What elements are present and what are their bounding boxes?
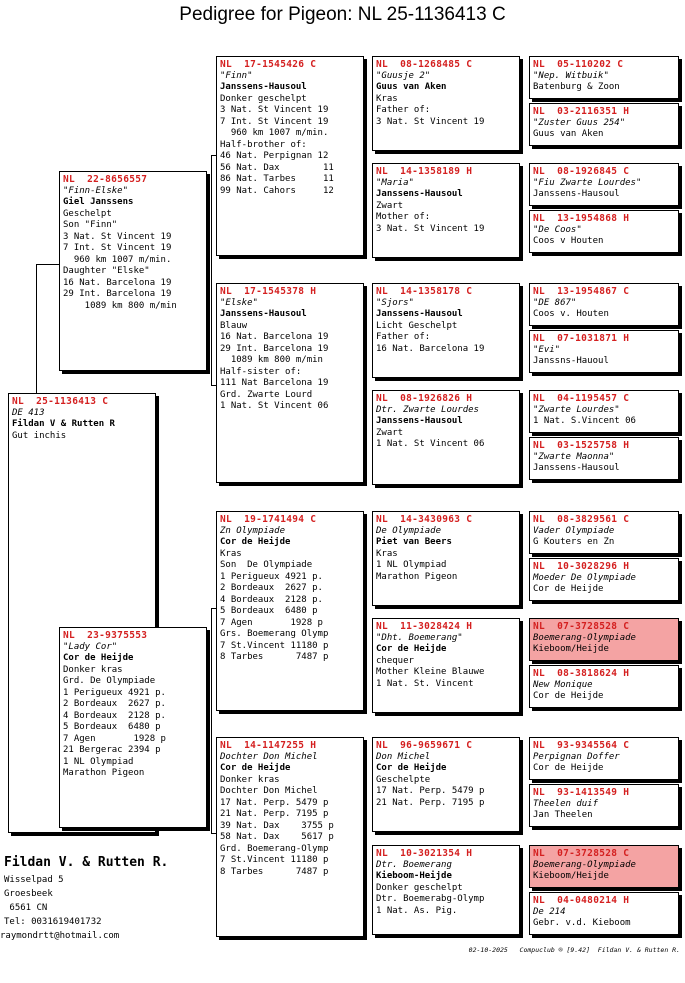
info-line: 2 Bordeaux 2627 p.: [63, 699, 166, 709]
ring-number: NL 10-3028296 H: [533, 561, 630, 572]
info-line: 7 Int. St Vincent 19: [220, 116, 329, 127]
ring-number: NL 93-1413549 H: [533, 787, 630, 798]
info-line: 960 km 1007 m/min.: [63, 254, 172, 265]
owner-name: Janssns-Hauoul: [533, 356, 609, 366]
owner-name: Janssens-Hausoul: [533, 463, 620, 473]
owner-name: 1 Nat. S.Vincent 06: [533, 416, 636, 426]
owner-name: Giel Janssens: [63, 197, 134, 207]
info-line: Half-brother of:: [220, 139, 307, 150]
pigeon-name: Perpignan Doffer: [533, 751, 620, 762]
owner-name: Cor de Heijde: [63, 653, 134, 663]
info-line: Half-sister of:: [220, 366, 302, 377]
info-line: Kras: [220, 548, 242, 559]
pigeon-card-gen4[interactable]: [372, 845, 520, 935]
info-line: 7 St.Vincent 11180 p: [220, 855, 329, 865]
info-line: Son De Olympiade: [220, 560, 313, 570]
pigeon-name: Theelen duif: [533, 798, 599, 809]
pigeon-card-gen4[interactable]: [372, 163, 520, 258]
owner-name: Cor de Heijde: [220, 537, 291, 547]
info-line: 58 Nat. Dax 5617 p: [220, 832, 334, 842]
info-line: Mother of:: [376, 212, 431, 222]
info-line: 16 Nat. Barcelona 19: [63, 277, 172, 288]
ring-number: NL 22-8656557: [63, 174, 148, 185]
ring-number: NL 04-1195457 C: [533, 393, 630, 404]
info-line: 21 Bergerac 2394 p: [63, 745, 161, 755]
info-line: 2 Bordeaux 2627 p.: [220, 583, 323, 593]
owner-name: Kieboom/Heijde: [533, 644, 609, 654]
info-line: Kras: [376, 548, 398, 559]
info-line: 7 St.Vincent 11180 p: [220, 640, 329, 651]
pigeon-name: "Finn-Elske": [63, 185, 129, 196]
owner-name: Janssens-Hausoul: [376, 189, 463, 199]
ring-number: NL 07-1031871 H: [533, 333, 630, 344]
ring-number: NL 11-3028424 H: [376, 621, 473, 632]
ring-number: NL 96-9659671 C: [376, 740, 473, 751]
info-line: 7 Int. St Vincent 19: [63, 243, 172, 253]
owner-name: Cor de Heijde: [376, 644, 447, 654]
pigeon-card-gen4[interactable]: [372, 618, 520, 713]
owner-name: Cor de Heijde: [220, 763, 291, 773]
owner-name: Janssens-Hausoul: [533, 189, 620, 199]
info-line: Grd. Zwarte Lourd: [220, 389, 313, 400]
owner-name: Janssens-Hausoul: [220, 309, 307, 319]
owner-name: Kieboom-Heijde: [376, 871, 452, 881]
pigeon-name: "Lady Cor": [63, 641, 118, 652]
info-line: Grd. Boemerang-Olymp: [220, 843, 329, 854]
info-line: 29 Int. Barcelona 19: [63, 289, 172, 299]
owner-name: Coos v. Houten: [533, 309, 609, 319]
pigeon-name: Dochter Don Michel: [220, 751, 318, 762]
ring-number: NL 14-1147255 H: [220, 740, 317, 751]
pigeon-card-gen5[interactable]: [529, 103, 679, 146]
owner-name: Cor de Heijde: [533, 584, 604, 594]
pigeon-card-gen5[interactable]: [529, 511, 679, 554]
info-line: 17 Nat. Perp. 5479 p: [220, 797, 329, 808]
pigeon-name: "Finn": [220, 70, 253, 81]
ring-number: NL 08-3818624 H: [533, 668, 630, 679]
info-line: Daughter "Elske": [63, 266, 150, 276]
info-line: Marathon Pigeon: [63, 768, 145, 778]
pigeon-name: "Evi": [533, 344, 561, 355]
info-line: 3 Nat. St Vincent 19: [376, 223, 485, 234]
ring-number: NL 25-1136413 C: [12, 396, 109, 407]
ring-number: NL 04-0480214 H: [533, 895, 630, 906]
info-line: Geschelpt: [63, 208, 112, 219]
ring-number: NL 19-1741494 C: [220, 514, 317, 525]
info-line: 3 Nat. St Vincent 19: [376, 116, 485, 127]
pigeon-name: "Zwarte Lourdes": [533, 404, 620, 415]
info-line: Kras: [376, 93, 398, 104]
pigeon-card-gen5[interactable]: [529, 163, 679, 206]
info-line: Grs. Boemerang Olymp: [220, 629, 329, 639]
owner-name: Janssens-Hausoul: [376, 309, 463, 319]
info-line: Donker geschelpt: [376, 882, 463, 893]
info-line: 21 Nat. Perp. 7195 p: [376, 797, 485, 808]
owner-name: Jan Theelen: [533, 810, 593, 820]
ring-number: NL 14-1358178 C: [376, 286, 473, 297]
info-line: 4 Bordeaux 2128 p.: [220, 594, 323, 605]
breeder-name: Fildan V. & Rutten R.: [4, 855, 169, 870]
info-line: 1 Perigueux 4921 p.: [63, 687, 166, 698]
owner-name: Cor de Heijde: [376, 763, 447, 773]
info-line: 1 Nat. St Vincent 06: [376, 439, 485, 449]
owner-name: Guus van Aken: [533, 129, 604, 139]
info-line: 960 km 1007 m/min.: [220, 128, 329, 138]
info-line: Donker kras: [63, 664, 123, 675]
info-line: Geschelpte: [376, 774, 431, 785]
pigeon-name: "Sjors": [376, 297, 414, 308]
pigeon-card-gen4[interactable]: [372, 737, 520, 832]
ring-number: NL 13-1954867 C: [533, 286, 630, 297]
ring-number: NL 13-1954868 H: [533, 213, 630, 224]
pigeon-name: Vader Olympiade: [533, 525, 615, 536]
info-line: 1 Nat. St. Vincent: [376, 678, 474, 689]
pigeon-name: "Nep. Witbuik": [533, 70, 609, 81]
pigeon-name: "Zwarte Maonna": [533, 451, 615, 462]
info-line: Gut inchis: [12, 430, 67, 441]
owner-name: Fildan V & Rutten R: [12, 419, 115, 429]
pigeon-name: Moeder De Olympiade: [533, 572, 636, 583]
pigeon-card-gen5[interactable]: [529, 737, 679, 780]
ring-number: NL 23-9375553: [63, 630, 148, 641]
info-line: 86 Nat. Tarbes 11: [220, 174, 334, 184]
pigeon-card-gen5[interactable]: [529, 784, 679, 827]
info-line: Father of:: [376, 332, 431, 342]
pigeon-card-gen4[interactable]: [372, 511, 520, 606]
pigeon-card-gen5[interactable]: [529, 56, 679, 99]
connector: [211, 608, 212, 833]
ring-number: NL 08-3829561 C: [533, 514, 630, 525]
info-line: 5 Bordeaux 6480 p: [220, 606, 318, 616]
pigeon-name: New Monique: [533, 679, 593, 690]
owner-name: Guus van Aken: [376, 82, 447, 92]
pigeon-card-gen5[interactable]: [529, 330, 679, 373]
footer-credits: 02-10-2025 Compuclub ® [9.42] Fildan V. & Rutten R.: [468, 946, 680, 954]
ring-number: NL 10-3021354 H: [376, 848, 473, 859]
info-line: Dtr. Boemerabg-Olymp: [376, 894, 485, 904]
ring-number: NL 14-3430963 C: [376, 514, 473, 525]
info-line: chequer: [376, 655, 414, 666]
info-line: 1089 km 800 m/min: [220, 355, 323, 365]
info-line: Dochter Don Michel: [220, 786, 318, 796]
owner-name: Piet van Beers: [376, 537, 452, 547]
info-line: 17 Nat. Perp. 5479 p: [376, 786, 485, 796]
pigeon-name: Don Michel: [376, 751, 431, 762]
pigeon-name: "Fiu Zwarte Lourdes": [533, 177, 642, 188]
info-line: 8 Tarbes 7487 p: [220, 866, 329, 877]
info-line: 16 Nat. Barcelona 19: [376, 343, 485, 354]
info-line: 99 Nat. Cahors 12: [220, 185, 334, 196]
pigeon-card-gen5-highlighted[interactable]: [529, 845, 679, 888]
ring-number: NL 08-1926826 H: [376, 393, 473, 404]
pigeon-name: "De Coos": [533, 224, 582, 235]
pigeon-name: Boemerang-Olympiade: [533, 859, 636, 870]
ring-number: NL 17-1545426 C: [220, 59, 317, 70]
info-line: 4 Bordeaux 2128 p.: [63, 710, 166, 721]
pigeon-name: "Dht. Boemerang": [376, 632, 463, 643]
ring-number: NL 03-2116351 H: [533, 106, 630, 117]
connector: [36, 264, 60, 265]
pigeon-card-gen5[interactable]: [529, 892, 679, 935]
pigeon-card-gen4[interactable]: [372, 56, 520, 151]
info-line: Donker kras: [220, 774, 280, 785]
pigeon-name: "Zuster Guus 254": [533, 117, 626, 128]
info-line: 1 Perigueux 4921 p.: [220, 571, 323, 582]
info-line: 21 Nat. Perp. 7195 p: [220, 809, 329, 819]
page-title: Pedigree for Pigeon: NL 25-1136413 C: [179, 4, 506, 25]
info-line: Father of:: [376, 105, 431, 115]
info-line: Marathon Pigeon: [376, 571, 458, 582]
owner-name: Janssens-Hausoul: [220, 82, 307, 92]
pigeon-card-dam[interactable]: [59, 627, 207, 828]
ring-number: NL 93-9345564 C: [533, 740, 630, 751]
breeder-email: raymondrtt@hotmail.com: [0, 931, 120, 941]
ring-number: NL 08-1268485 C: [376, 59, 473, 70]
ring-number: NL 08-1926845 C: [533, 166, 630, 177]
info-line: 56 Nat. Dax 11: [220, 162, 334, 173]
info-line: 8 Tarbes 7487 p: [220, 652, 329, 662]
pigeon-card-gen4[interactable]: [372, 283, 520, 378]
pigeon-name: "Guusje 2": [376, 70, 431, 81]
pigeon-card-gen4[interactable]: [372, 390, 520, 485]
pigeon-name: Zn Olympiade: [220, 525, 286, 536]
pigeon-card-gen5[interactable]: [529, 210, 679, 253]
owner-name: Cor de Heijde: [533, 763, 604, 773]
info-line: 1089 km 800 m/min: [63, 300, 177, 311]
pigeon-name: "DE 867": [533, 297, 577, 308]
pigeon-name: "Maria": [376, 177, 414, 188]
info-line: 1 NL Olympiad: [376, 560, 447, 570]
owner-name: Coos v Houten: [533, 236, 604, 246]
pigeon-card-gen3[interactable]: [216, 511, 364, 711]
info-line: 29 Int. Barcelona 19: [220, 343, 329, 354]
pigeon-card-gen5[interactable]: [529, 665, 679, 708]
info-line: 1 Nat. St Vincent 06: [220, 401, 329, 411]
info-line: 3 Nat. St Vincent 19: [63, 231, 172, 242]
info-line: 1 NL Olympiad: [63, 756, 134, 767]
info-line: 7 Agen 1928 p: [220, 617, 323, 628]
pigeon-name: De Olympiade: [376, 525, 442, 536]
owner-name: Batenburg & Zoon: [533, 82, 620, 92]
connector: [211, 155, 212, 385]
pigeon-card-gen5-highlighted[interactable]: [529, 618, 679, 661]
ring-number: NL 14-1358189 H: [376, 166, 473, 177]
info-line: 16 Nat. Barcelona 19: [220, 332, 329, 342]
breeder-phone: Tel: 0031619401732: [4, 917, 102, 927]
pigeon-card-gen5[interactable]: [529, 558, 679, 601]
pigeon-card-gen5[interactable]: [529, 437, 679, 480]
info-line: 46 Nat. Perpignan 12: [220, 151, 329, 161]
info-line: 5 Bordeaux 6480 p: [63, 722, 161, 732]
owner-name: Cor de Heijde: [533, 691, 604, 701]
ring-number: NL 05-110202 C: [533, 59, 624, 70]
pigeon-card-gen5[interactable]: [529, 283, 679, 326]
pigeon-name: DE 413: [12, 407, 45, 418]
info-line: Grd. De Olympiade: [63, 676, 156, 686]
pigeon-name: Dtr. Boemerang: [376, 859, 452, 870]
info-line: Zwart: [376, 427, 404, 438]
pigeon-card-gen5[interactable]: [529, 390, 679, 433]
ring-number: NL 03-1525758 H: [533, 440, 630, 451]
breeder-zip: 6561 CN: [4, 903, 48, 913]
ring-number: NL 07-3728528 C: [533, 621, 630, 632]
info-line: 39 Nat. Dax 3755 p: [220, 820, 334, 831]
info-line: 3 Nat. St Vincent 19: [220, 105, 329, 115]
pigeon-card-sire[interactable]: [59, 171, 207, 371]
owner-name: Gebr. v.d. Kieboom: [533, 918, 631, 928]
info-line: Donker geschelpt: [220, 93, 307, 104]
pigeon-card-gen3[interactable]: [216, 56, 364, 256]
info-line: Blauw: [220, 320, 248, 331]
pigeon-card-gen3[interactable]: [216, 283, 364, 483]
pigeon-name: Dtr. Zwarte Lourdes: [376, 404, 479, 415]
ring-number: NL 07-3728528 C: [533, 848, 630, 859]
owner-name: Kieboom/Heijde: [533, 871, 609, 881]
ring-number: NL 17-1545378 H: [220, 286, 317, 297]
info-line: Licht Geschelpt: [376, 320, 458, 331]
info-line: 1 Nat. As. Pig.: [376, 905, 458, 916]
pigeon-name: Boemerang-Olympiade: [533, 632, 636, 643]
info-line: Zwart: [376, 200, 404, 211]
breeder-city: Groesbeek: [4, 889, 53, 899]
pigeon-name: De 214: [533, 906, 566, 917]
info-line: 7 Agen 1928 p: [63, 733, 166, 744]
info-line: Mother Kleine Blauwe: [376, 667, 485, 677]
owner-name: G Kouters en Zn: [533, 537, 615, 547]
breeder-street: Wisselpad 5: [4, 875, 64, 885]
info-line: 111 Nat Barcelona 19: [220, 378, 329, 388]
pigeon-card-gen3[interactable]: [216, 737, 364, 937]
info-line: Son "Finn": [63, 220, 118, 230]
pigeon-name: "Elske": [220, 297, 258, 308]
owner-name: Janssens-Hausoul: [376, 416, 463, 426]
